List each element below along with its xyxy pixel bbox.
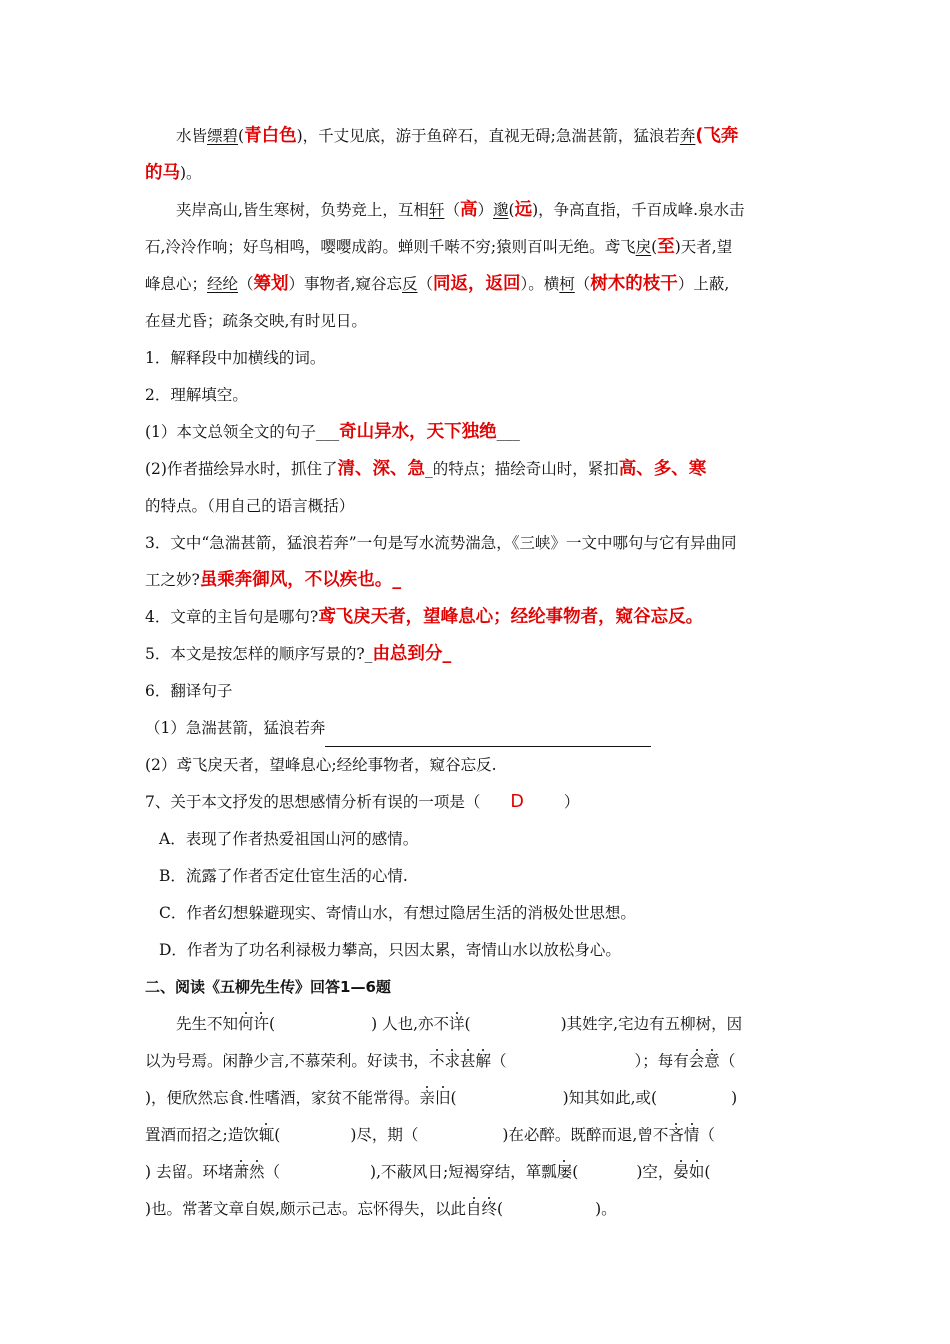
answer: 青白色 bbox=[244, 126, 297, 146]
answer: 高 bbox=[459, 200, 478, 220]
passage-line: 以为号焉。闲静少言,不慕荣利。好读书，不求甚解（ ）；每有会意（ bbox=[145, 1052, 736, 1070]
question-2-1: (1）本文总领全文的句子___奇山异水，天下独绝___ bbox=[145, 422, 520, 442]
answer: 远 bbox=[514, 200, 533, 220]
passage-line: 石,泠泠作响；好鸟相鸣，嘤嘤成韵。蝉则千啭不穷;猿则百叫无绝。鸢飞戾(至)天者,望 bbox=[145, 237, 733, 257]
document-page bbox=[145, 118, 810, 1228]
answer: 高、多、寒 bbox=[618, 459, 707, 479]
glossed-word: 柯 bbox=[559, 275, 575, 293]
option-a: A．表现了作者热爱祖国山河的感情。 bbox=[159, 830, 419, 848]
passage-line: ) 去留。环堵萧然（ ),不蔽风日;短褐穿结，箪瓢屡( )空，晏如( bbox=[145, 1163, 711, 1181]
answer: D bbox=[510, 792, 524, 812]
glossed-word: 奔 bbox=[679, 127, 696, 145]
question-7: 7、关于本文抒发的思想感情分析有误的一项是（ D ） bbox=[145, 792, 580, 812]
answer: 至 bbox=[657, 237, 675, 257]
option-d: D．作者为了功名利禄极力攀高，只因太累，寄情山水以放松身心。 bbox=[159, 941, 621, 959]
glossed-word: 反 bbox=[401, 275, 418, 293]
question-3-cont: 工之妙?虽乘奔御风，不以疾也。_ bbox=[145, 570, 402, 590]
answer: 由总到分 bbox=[372, 644, 443, 664]
passage-line: 在昼尤昏；疏条交映,有时见日。 bbox=[145, 312, 367, 330]
answer: 鸢飞戾天者，望峰息心；经纶事物者，窥谷忘反。 bbox=[318, 607, 704, 627]
answer: 筹划 bbox=[253, 274, 289, 294]
passage-line: 峰息心；经纶（筹划）事物者,窥谷忘反（同返，返回）。横柯（树木的枝干）上蔽, bbox=[145, 274, 730, 294]
question-6: 6．翻译句子 bbox=[145, 682, 233, 700]
question-2-2: (2)作者描绘异水时，抓住了清、深、急_的特点；描绘奇山时，紧扣高、多、寒 bbox=[145, 459, 707, 479]
answer: 飞奔 bbox=[703, 126, 739, 146]
passage-line: )，便欣然忘食.性嗜酒，家贫不能常得。亲旧( )知其如此,或( ) bbox=[145, 1089, 738, 1107]
glossed-word: 经纶 bbox=[207, 275, 239, 293]
passage-line: 先生不知何许( ) 人也,亦不详( )其姓字,宅边有五柳树，因 bbox=[176, 1015, 743, 1033]
passage-line: 的马)。 bbox=[145, 163, 202, 183]
passage-line: 置酒而招之;造饮辄( )尽，期（ )在必醉。既醉而退,曾不吝情（ bbox=[145, 1126, 715, 1144]
question-2: 2．理解填空。 bbox=[145, 386, 248, 404]
answer: 同返，返回 bbox=[433, 274, 521, 294]
passage-line: 水皆缥碧(青白色)，千丈见底，游于鱼碎石，直视无碍;急湍甚箭，猛浪若奔(飞奔 bbox=[176, 126, 739, 146]
answer: 树木的枝干 bbox=[590, 274, 678, 294]
question-1: 1．解释段中加横线的词。 bbox=[145, 349, 326, 367]
question-2-2-cont: 的特点。（用自己的语言概括） bbox=[145, 497, 355, 515]
answer: 的马 bbox=[145, 163, 180, 183]
passage-line: )也。常著文章自娱,颇示己志。忘怀得失，以此自终( )。 bbox=[145, 1200, 617, 1218]
glossed-word: 戾 bbox=[635, 238, 652, 256]
answer: 清、深、急 bbox=[337, 459, 425, 479]
answer: 奇山异水，天下独绝 bbox=[339, 422, 497, 442]
option-b: B．流露了作者否定仕宦生活的心情. bbox=[159, 867, 408, 885]
section-heading: 二、阅读《五柳先生传》回答1—6题 bbox=[145, 978, 391, 996]
answer-blank[interactable] bbox=[325, 726, 651, 747]
question-5: 5．本文是按怎样的顺序写景的?_由总到分_ bbox=[145, 644, 452, 664]
passage-line: 夹岸高山,皆生寒树，负势竞上，互相轩（高）邈(远)，争高直指，千百成峰.泉水击 bbox=[176, 200, 745, 220]
glossed-word: 轩 bbox=[428, 201, 445, 219]
glossed-word: 邈 bbox=[492, 201, 509, 219]
question-3: 3．文中“急湍甚箭，猛浪若奔”一句是写水流势湍急，《三峡》一文中哪句与它有异曲同 bbox=[145, 534, 737, 552]
answer: 虽乘奔御风，不以疾也。 bbox=[199, 570, 393, 590]
question-6-1: （1）急湍甚箭，猛浪若奔 bbox=[145, 710, 810, 747]
glossed-word: 缥碧 bbox=[207, 127, 239, 145]
question-4: 4．文章的主旨句是哪句?鸢飞戾天者，望峰息心；经纶事物者，窥谷忘反。 bbox=[145, 607, 704, 627]
option-c: C．作者幻想躲避现实、寄情山水，有想过隐居生活的消极处世思想。 bbox=[159, 904, 636, 922]
question-6-2: (2）鸢飞戾天者，望峰息心;经纶事物者，窥谷忘反. bbox=[145, 756, 497, 774]
